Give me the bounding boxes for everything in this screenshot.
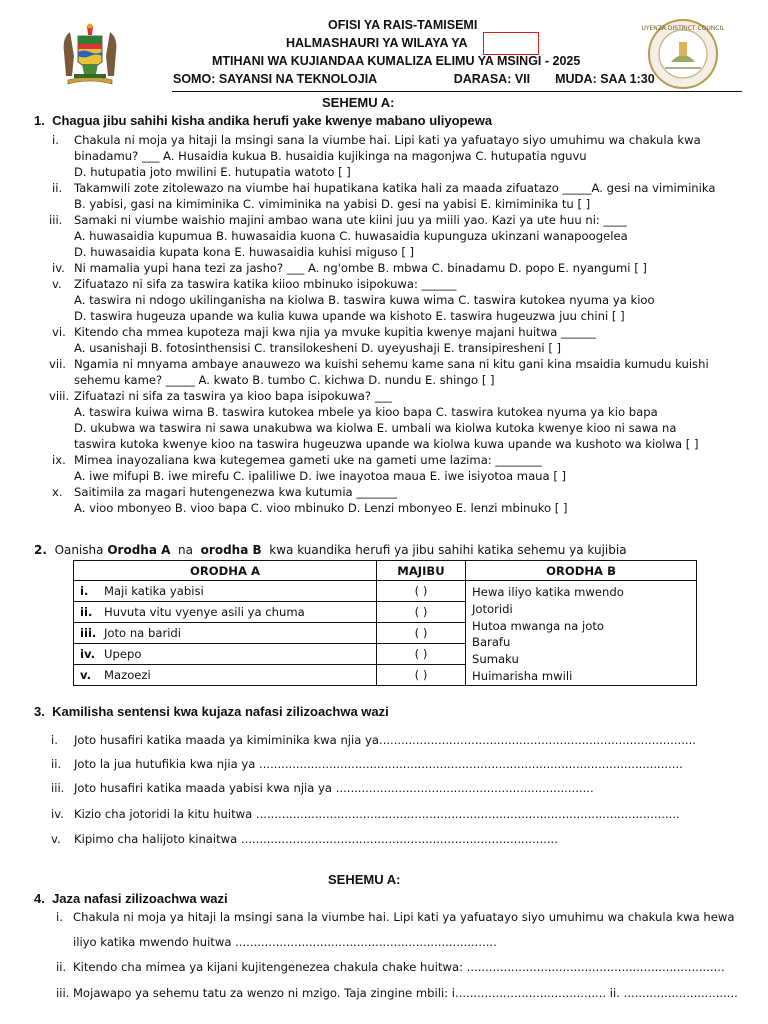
q1-item-number: vi. [52, 325, 66, 339]
q3-fill-line[interactable]: Kizio cha jotoridi la kitu huitwa ................................................................................................................... [74, 807, 680, 821]
row-text: Joto na baridi [104, 625, 182, 640]
q3-fill-line[interactable]: Joto la jua hutufikia kwa njia ya ................................................................................................................... [74, 757, 683, 771]
header-exam-title: MTIHANI WA KUJIANDAA KUMALIZA ELIMU YA MSINGI - 2025 [212, 54, 581, 68]
q1-item-number: ix. [52, 453, 66, 467]
q3-item-number: iii. [51, 781, 65, 795]
q1-item-line: sehemu kame? _____ A. kwato B. tumbo C. kichwa D. nundu E. shingo [ ] [74, 373, 495, 387]
q2-number: 2. [34, 543, 47, 557]
table-row [74, 581, 697, 602]
q1-item-line: D. huwasaidia kupata kona E. huwasaidia kuhisi miguso [ ] [74, 245, 415, 259]
q1-item-number: v. [52, 277, 62, 291]
header-divider [172, 91, 742, 92]
q1-title: Chagua jibu sahihi kisha andika herufi yake kwenye mabano uliyopewa [52, 113, 493, 128]
header-orodha-a: ORODHA A [74, 561, 377, 581]
q1-item-line: A. huwasaidia kupumua B. huwasaidia kuona C. huwasaidia kupunguza ukinzani wanapoogelea [74, 229, 628, 243]
q1-item-number: ii. [52, 181, 63, 195]
q1-item-number: viii. [49, 389, 70, 403]
q3-item-number: i. [51, 733, 58, 747]
q1-item-line: Chakula ni moja ya hitaji la msingi sana la viumbe hai. Lipi kati ya yafuatayo siyo umuhimu wa chakula kwa [74, 133, 701, 147]
coat-of-arms-icon [58, 22, 122, 88]
q2-instruction [34, 542, 627, 558]
class-label: DARASA: VII [453, 72, 531, 86]
q3-title: Kamilisha sentensi kwa kujaza nafasi zilizoachwa wazi [52, 704, 389, 719]
answer-slot[interactable]: ( ) [377, 581, 466, 602]
q1-item-line: A. usanishaji B. fotosinthensisi C. transilokesheni D. uyeyushaji E. transipiresheni [ ] [74, 341, 562, 355]
q1-item-line: Samaki ni viumbe waishio majini ambao wana ute kiini juu ya miili yao. Kazi ya ute huu ni: ____ [74, 213, 627, 227]
q3-fill-line[interactable]: Joto husafiri katika maada yabisi kwa njia ya ...................................................................... [74, 781, 594, 795]
q1-item-line: Saitimila za magari hutengenezwa kwa kutumia _______ [74, 485, 397, 499]
q1-item-line: taswira kutoka kwenye kioo na taswira hugeuzwa upande wa kiolwa kuwa upande wa kushoto wa kiolwa [ ] [74, 437, 699, 451]
q2-text-2: na [178, 543, 194, 557]
q1-item-line: binadamu? ___ A. Husaidia kukua B. husaidia kujikinga na magonjwa C. hutupatia nguvu [74, 149, 587, 163]
q4-item-number: iii. [56, 986, 70, 1000]
row-number: v. [80, 667, 92, 682]
q4-item-number: ii. [56, 960, 67, 974]
answer-slot[interactable]: ( ) [377, 601, 466, 622]
list-b-item: Barafu [472, 635, 511, 650]
q3-item-number: v. [51, 832, 61, 846]
district-seal-icon [641, 18, 725, 90]
q1-item-line: A. taswira kuiwa wima B. taswira kutokea mbele ya kioo bapa C. taswira kutokea nyuma ya kio bapa [74, 405, 658, 419]
q1-item-line: Zifuatazi ni sifa za taswira ya kioo bapa isipokuwa? ___ [74, 389, 393, 403]
list-b-item: Huimarisha mwili [472, 668, 573, 683]
q4-number: 4. [34, 891, 45, 906]
q1-item-number: x. [52, 485, 63, 499]
q1-number: 1. [34, 113, 45, 128]
section-a-title-2: SEHEMU A: [328, 872, 401, 887]
q1-item-line: Kitendo cha mmea kupoteza maji kwa njia ya mvuke kupitia kwenye majani huitwa ______ [74, 325, 596, 339]
answer-slot[interactable]: ( ) [377, 664, 466, 685]
q1-item-line: D. hutupatia joto mwilini E. hutupatia watoto [ ] [74, 165, 351, 179]
q3-number: 3. [34, 704, 45, 719]
q1-item-line: Ngamia ni mnyama ambaye anauwezo wa kuishi sehemu kame sana ni kitu gani kina msaidia kumudu kuishi [74, 357, 709, 371]
row-number: ii. [80, 604, 93, 619]
row-text: Huvuta vitu vyenye asili ya chuma [104, 604, 305, 619]
q1-item-line: A. taswira ni ndogo ukilinganisha na kiolwa B. taswira kuwa wima C. taswira kutokea nyuma ya kioo [74, 293, 655, 307]
list-b-item: Hewa iliyo katika mwendo [472, 585, 624, 599]
section-a-title: SEHEMU A: [322, 95, 395, 110]
council-name-box[interactable] [483, 32, 539, 55]
q1-item-line: Ni mamalia yupi hana tezi za jasho? ___ A. ng'ombe B. mbwa C. binadamu D. popo E. nyangumi [ ] [74, 261, 647, 275]
header-orodha-b: ORODHA B [466, 561, 697, 581]
list-b-item: Sumaku [472, 652, 519, 667]
list-a-item [74, 581, 377, 602]
q4-fill-line[interactable]: Chakula ni moja ya hitaji la msingi sana la viumbe hai. Lipi kati ya yafuatayo siyo umuhimu wa chakula kwa hewa [73, 910, 735, 924]
q1-item-line: Zifuatazo ni sifa za taswira katika kiioo mbinuko isipokuwa: ______ [74, 277, 457, 291]
row-number: iii. [80, 625, 97, 640]
list-b-column [466, 581, 697, 686]
q4-heading [34, 891, 228, 906]
q1-item-number: vii. [49, 357, 66, 371]
q1-item-line: B. yabisi, gasi na kimiminika C. vimiminika na yabisi D. gesi na yabisi E. kimiminika tu [ ] [74, 197, 591, 211]
matching-table [73, 560, 697, 686]
q1-item-number: i. [52, 133, 59, 147]
row-text: Mazoezi [104, 667, 151, 682]
header-majibu: MAJIBU [377, 561, 466, 581]
q3-fill-line[interactable]: Kipimo cha halijoto kinaitwa ...................................................................................... [74, 832, 558, 846]
q2-text-3: kwa kuandika herufi ya jibu sahihi katika sehemu ya kujibia [269, 543, 627, 557]
header-subject-row [173, 72, 655, 86]
q1-heading [34, 113, 492, 128]
q1-item-line: A. vioo mbonyeo B. vioo bapa C. vioo mbinuko D. Lenzi mbonyeo E. lenzi mbinuko [ ] [74, 501, 568, 515]
seal-text: UYENZA DISTRICT COUNCIL [641, 25, 725, 32]
answer-slot[interactable]: ( ) [377, 622, 466, 643]
duration-label: MUDA: SAA 1:30 [555, 72, 655, 86]
q4-fill-line[interactable]: Mojawapo ya sehemu tatu za wenzo ni mzigo. Taja zingine mbili: i......................................... ii. ............................... [73, 986, 738, 1000]
header-council: HALMASHAURI YA WILAYA YA [286, 36, 468, 50]
q3-fill-line[interactable]: Joto husafiri katika maada ya kimiminika kwa njia ya...................................................................................... [74, 733, 696, 747]
q2-list-b-label: orodha B [200, 543, 262, 557]
q4-fill-line[interactable]: Kitendo cha mimea ya kijani kujitengenezea chakula chake huitwa: ...................................................................... [73, 960, 725, 974]
q1-item-number: iv. [52, 261, 65, 275]
q1-item-line: A. iwe mifupi B. iwe mirefu C. ipaliliwe D. iwe inayotoa maua E. iwe isiyotoa maua [ ] [74, 469, 567, 483]
q1-item-number: iii. [49, 213, 63, 227]
q1-item-line: Takamwili zote zitolewazo na viumbe hai hupatikana katika hali za maada zifuatazo _____A. gesi na vimiminika [74, 181, 716, 195]
q1-item-line: Mimea inayozaliana kwa kutegemea gameti uke na gameti ume lazima: ________ [74, 453, 542, 467]
q3-item-number: iv. [51, 807, 64, 821]
list-a-item [74, 601, 377, 622]
q1-item-line: D. ukubwa wa taswira ni sawa unakubwa wa kiolwa E. umbali wa kiolwa kutoka kwenye kioo ni sawa na [74, 421, 677, 435]
row-text: Maji katika yabisi [104, 583, 204, 598]
matching-header-row [74, 561, 697, 581]
q4-item-number: i. [56, 910, 63, 924]
q4-title: Jaza nafasi zilizoachwa wazi [52, 891, 228, 906]
q2-list-a-label: Orodha A [107, 543, 171, 557]
list-a-item [74, 643, 377, 664]
q1-item-line: D. taswira hugeuza upande wa kulia kuwa upande wa kishoto E. taswira hugeuzwa juu chini [ ] [74, 309, 625, 323]
q3-heading [34, 704, 389, 719]
list-b-item: Hutoa mwanga na joto [472, 618, 604, 633]
list-a-item [74, 622, 377, 643]
q4-fill-line[interactable]: iliyo katika mwendo huitwa ....................................................................... [73, 935, 497, 949]
q2-text-1: Oanisha [54, 543, 104, 557]
subject-label: SOMO: SAYANSI NA TEKNOLOJIA [173, 72, 377, 86]
q3-item-number: ii. [51, 757, 62, 771]
answer-slot[interactable]: ( ) [377, 643, 466, 664]
list-b-item: Jotoridi [472, 601, 513, 616]
row-text: Upepo [104, 646, 142, 661]
list-a-item [74, 664, 377, 685]
row-number: i. [80, 583, 89, 598]
row-number: iv. [80, 646, 95, 661]
header-office: OFISI YA RAIS-TAMISEMI [328, 18, 478, 32]
